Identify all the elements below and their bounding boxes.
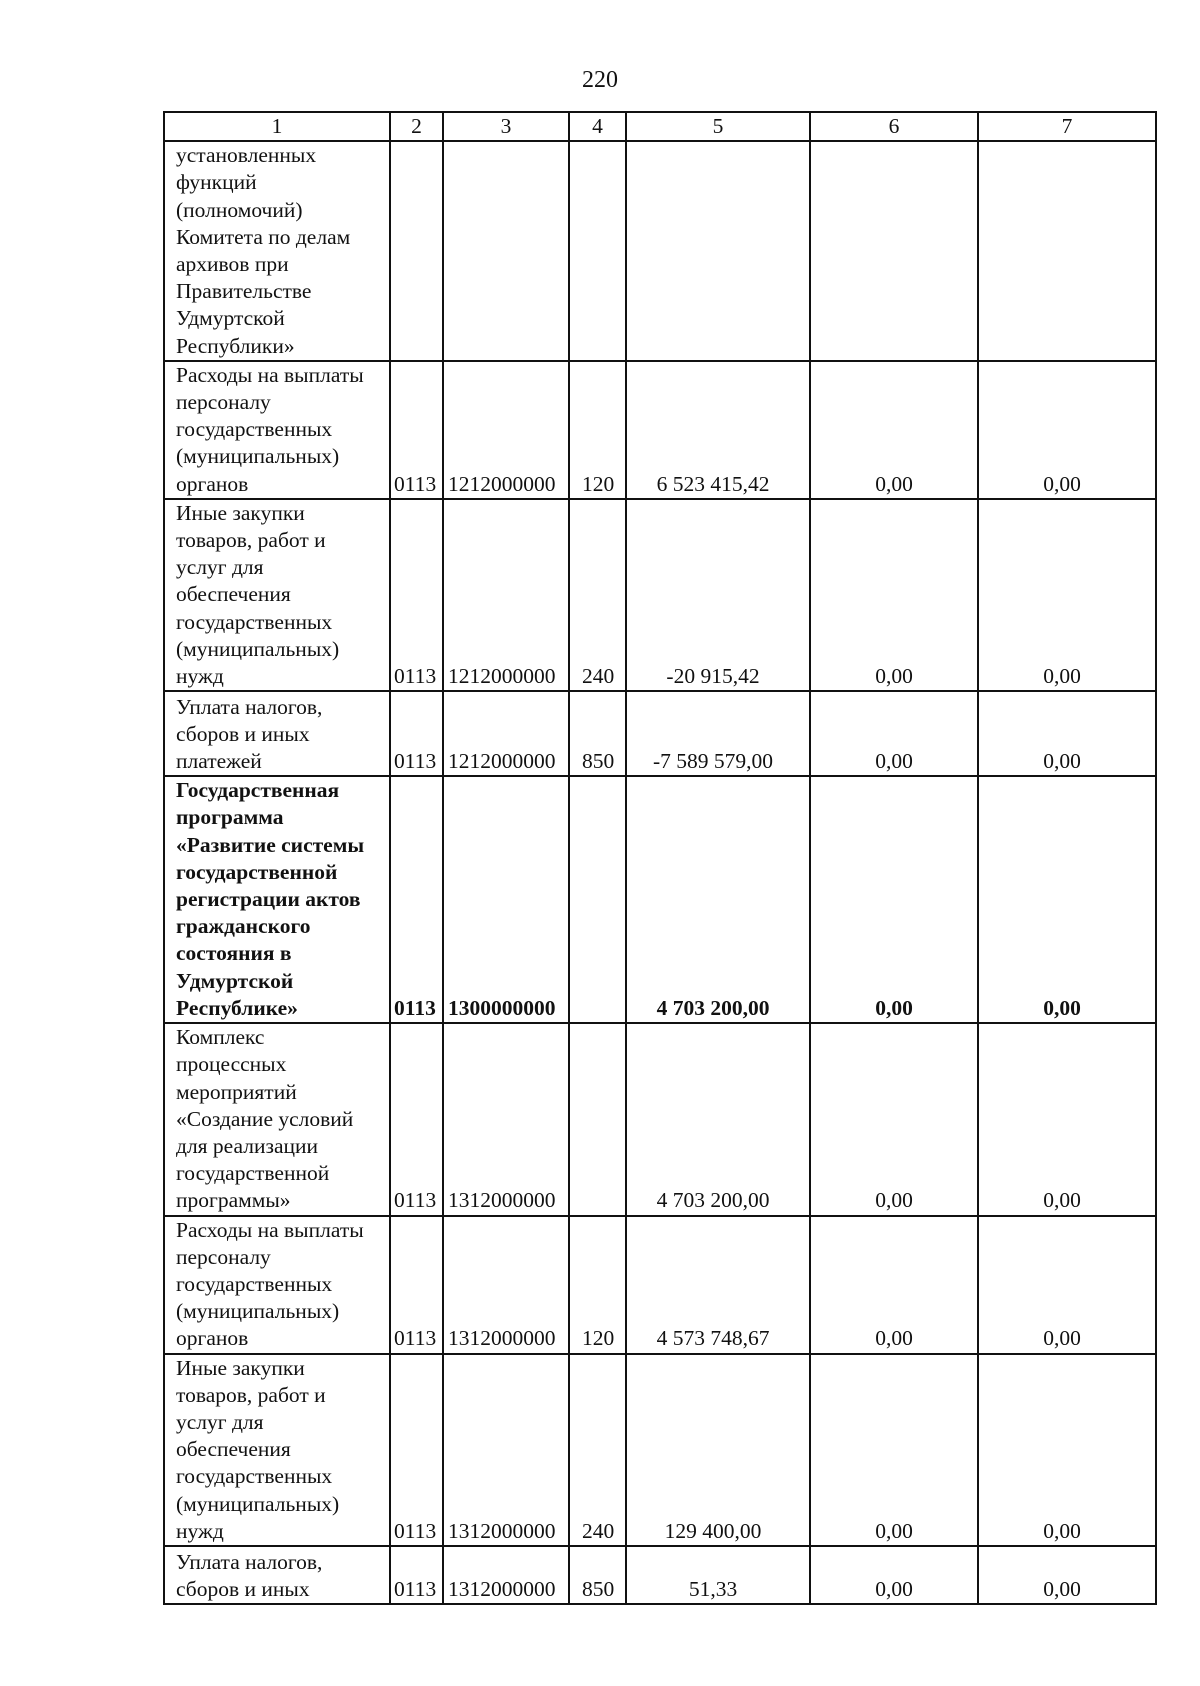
table-row bbox=[164, 1216, 1156, 1354]
target-article-code: 1212000000 bbox=[443, 361, 569, 499]
section-code: 0113 bbox=[390, 361, 443, 499]
table-row bbox=[164, 691, 1156, 776]
budget-item-name: Комплекс процессных мероприятий «Создание условий для реализации государственной программы» bbox=[164, 1023, 390, 1215]
amount-column-6: 0,00 bbox=[810, 1023, 978, 1215]
expense-type-code: 120 bbox=[569, 1216, 626, 1354]
column-number: 3 bbox=[443, 112, 569, 141]
amount-column-7: 0,00 bbox=[978, 499, 1156, 691]
amount-column-6: 0,00 bbox=[810, 1354, 978, 1546]
amount-column-6: 0,00 bbox=[810, 691, 978, 776]
expense-type-code bbox=[569, 1023, 626, 1215]
expense-type-code: 850 bbox=[569, 691, 626, 776]
amount-column-7: 0,00 bbox=[978, 776, 1156, 1023]
target-article-code: 1312000000 bbox=[443, 1546, 569, 1604]
section-code: 0113 bbox=[390, 1023, 443, 1215]
amount-column-7: 0,00 bbox=[978, 1354, 1156, 1546]
expense-type-code: 240 bbox=[569, 1354, 626, 1546]
budget-item-name: Уплата налогов, сборов и иных платежей bbox=[164, 691, 390, 776]
table-row bbox=[164, 776, 1156, 1023]
target-article-code: 1212000000 bbox=[443, 691, 569, 776]
section-code bbox=[390, 141, 443, 361]
amount: 51,33 bbox=[626, 1546, 810, 1604]
section-code: 0113 bbox=[390, 776, 443, 1023]
section-code: 0113 bbox=[390, 691, 443, 776]
expense-type-code bbox=[569, 776, 626, 1023]
table-row bbox=[164, 361, 1156, 499]
amount: 6 523 415,42 bbox=[626, 361, 810, 499]
column-number-row bbox=[164, 112, 1156, 141]
budget-item-name: Иные закупки товаров, работ и услуг для обеспечения государственных (муниципальных) нужд bbox=[164, 1354, 390, 1546]
target-article-code: 1312000000 bbox=[443, 1216, 569, 1354]
budget-item-name: Расходы на выплаты персоналу государственных (муниципальных) органов bbox=[164, 1216, 390, 1354]
budget-item-name: Расходы на выплаты персоналу государственных (муниципальных) органов bbox=[164, 361, 390, 499]
section-code: 0113 bbox=[390, 1216, 443, 1354]
column-number: 4 bbox=[569, 112, 626, 141]
expense-type-code: 850 bbox=[569, 1546, 626, 1604]
amount-column-6: 0,00 bbox=[810, 1216, 978, 1354]
expense-type-code: 240 bbox=[569, 499, 626, 691]
amount-column-6: 0,00 bbox=[810, 1546, 978, 1604]
column-number: 7 bbox=[978, 112, 1156, 141]
target-article-code: 1212000000 bbox=[443, 499, 569, 691]
amount-column-7: 0,00 bbox=[978, 691, 1156, 776]
budget-item-name: Иные закупки товаров, работ и услуг для обеспечения государственных (муниципальных) нужд bbox=[164, 499, 390, 691]
budget-item-name: установленных функций (полномочий) Комитета по делам архивов при Правительстве Удмуртской Республики» bbox=[164, 141, 390, 361]
amount-column-7: 0,00 bbox=[978, 1546, 1156, 1604]
target-article-code: 1300000000 bbox=[443, 776, 569, 1023]
table-row bbox=[164, 1023, 1156, 1215]
amount: 4 703 200,00 bbox=[626, 1023, 810, 1215]
expense-type-code bbox=[569, 141, 626, 361]
section-code: 0113 bbox=[390, 1354, 443, 1546]
amount-column-6: 0,00 bbox=[810, 776, 978, 1023]
amount bbox=[626, 141, 810, 361]
target-article-code bbox=[443, 141, 569, 361]
amount-column-6: 0,00 bbox=[810, 499, 978, 691]
target-article-code: 1312000000 bbox=[443, 1023, 569, 1215]
page-number: 220 bbox=[582, 67, 618, 93]
amount: -20 915,42 bbox=[626, 499, 810, 691]
amount-column-6: 0,00 bbox=[810, 361, 978, 499]
budget-table bbox=[163, 111, 1157, 1605]
table-row bbox=[164, 1354, 1156, 1546]
amount-column-7: 0,00 bbox=[978, 1023, 1156, 1215]
budget-item-name: Государственная программа «Развитие системы государственной регистрации актов гражданского состояния в Удмуртской Республике» bbox=[164, 776, 390, 1023]
budget-item-name: Уплата налогов, сборов и иных bbox=[164, 1546, 390, 1604]
amount-column-7: 0,00 bbox=[978, 361, 1156, 499]
amount: 4 703 200,00 bbox=[626, 776, 810, 1023]
expense-type-code: 120 bbox=[569, 361, 626, 499]
column-number: 1 bbox=[164, 112, 390, 141]
table-row bbox=[164, 141, 1156, 361]
table-body bbox=[164, 112, 1156, 1604]
column-number: 2 bbox=[390, 112, 443, 141]
table-row bbox=[164, 1546, 1156, 1604]
amount-column-7 bbox=[978, 141, 1156, 361]
amount-column-7: 0,00 bbox=[978, 1216, 1156, 1354]
target-article-code: 1312000000 bbox=[443, 1354, 569, 1546]
amount: -7 589 579,00 bbox=[626, 691, 810, 776]
amount: 129 400,00 bbox=[626, 1354, 810, 1546]
column-number: 5 bbox=[626, 112, 810, 141]
amount-column-6 bbox=[810, 141, 978, 361]
section-code: 0113 bbox=[390, 499, 443, 691]
amount: 4 573 748,67 bbox=[626, 1216, 810, 1354]
section-code: 0113 bbox=[390, 1546, 443, 1604]
column-number: 6 bbox=[810, 112, 978, 141]
table-row bbox=[164, 499, 1156, 691]
